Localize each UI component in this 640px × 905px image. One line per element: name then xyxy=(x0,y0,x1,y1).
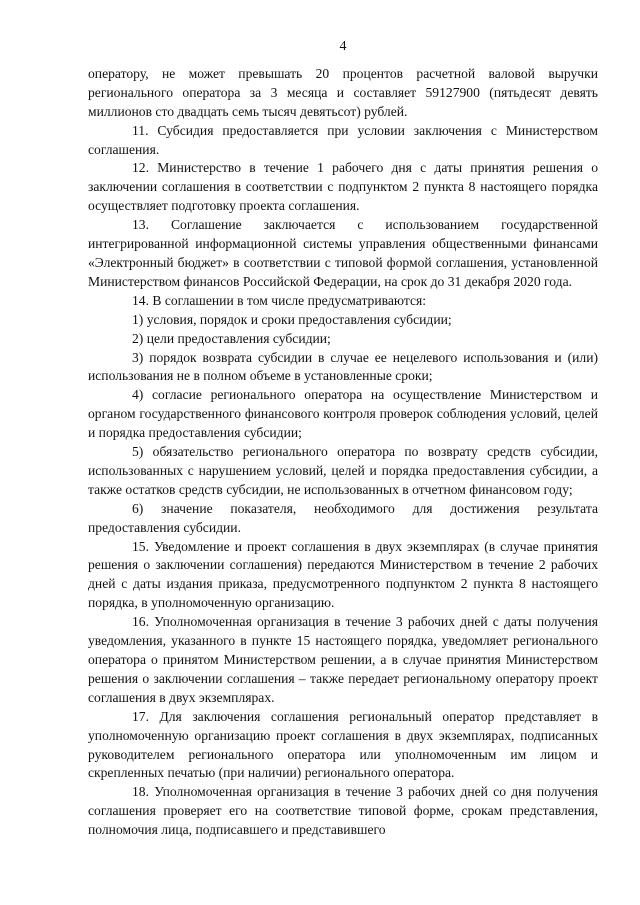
list-item-6: 6) значение показателя, необходимого для достижения результата предоставления субсидии. xyxy=(88,500,598,535)
page-number: 4 xyxy=(339,39,347,54)
list-item-5: 5) обязательство регионального оператора по возврату средств субсидии, использованных с нарушением условий, целей и порядка предоставления субсидии, а также остатков средств субсидии, не использованных в отчетном финансовом году; xyxy=(88,444,598,497)
paragraph-11: 11. Субсидия предоставляется при условии заключения с Министерством соглашения. xyxy=(88,122,598,157)
paragraph-15: 15. Уведомление и проект соглашения в двух экземплярах (в случае принятия решения о заключении соглашения) передаются Министерством в течение 2 рабочих дней с даты издания приказа, предусмотренного подпунктом 2 пункта 8 настоящего порядка, в уполномоченную организацию. xyxy=(88,538,598,611)
list-item-2: 2) цели предоставления субсидии; xyxy=(132,330,331,346)
list-item-4: 4) согласие регионального оператора на осуществление Министерством и органом государственного финансового контроля проверок соблюдения условий, целей и порядка предоставления субсидии; xyxy=(88,387,598,441)
paragraph-13: 13. Соглашение заключается с использованием государственной интегрированной информационной системы управления общественными финансами «Электронный бюджет» в соответствии с типовой формой соглашения, установленной Министерством финансов Российской Федерации, на срок до 31 декабря 2020 года. xyxy=(88,217,598,289)
paragraph-18: 18. Уполномоченная организация в течение 3 рабочих дней со дня получения соглашения проверяет его на соответствие типовой форме, срокам представления, полномочия лица, подписавшего и представившего xyxy=(88,784,598,838)
list-item-3: 3) порядок возврата субсидии в случае ее нецелевого использования и (или) использования не в полном объеме в установленные сроки; xyxy=(88,349,598,384)
paragraph-16: 16. Уполномоченная организация в течение 3 рабочих дней с даты получения уведомления, указанного в пункте 15 настоящего порядка, уведомляет регионального оператора о принятом Министерством решении, а в случае принятия Министерством решения о заключении соглашения – также передает региональному оператору проект соглашения в двух экземплярах. xyxy=(88,614,598,705)
paragraph-17: 17. Для заключения соглашения региональный оператор представляет в уполномоченную организацию проект соглашения в двух экземплярах, подписанных руководителем регионального оператора или уполномоченным им лицом и скрепленных печатью (при наличии) регионального оператора. xyxy=(88,708,598,781)
paragraph-12: 12. Министерство в течение 1 рабочего дня с даты принятия решения о заключении соглашения в соответствии с подпунктом 2 пункта 8 настоящего порядка осуществляет подготовку проекта соглашения. xyxy=(88,160,598,214)
list-item-1: 1) условия, порядок и сроки предоставления субсидии; xyxy=(132,311,452,327)
paragraph-14: 14. В соглашении в том числе предусматриваются: xyxy=(132,292,427,308)
document-page xyxy=(88,38,598,840)
paragraph-continuation: оператору, не может превышать 20 процентов расчетной валовой выручки регионального оператора за 3 месяца и составляет 59127900 (пятьдесят девять миллионов сто двадцать семь тысяч девятьсот) рублей. xyxy=(88,65,598,119)
